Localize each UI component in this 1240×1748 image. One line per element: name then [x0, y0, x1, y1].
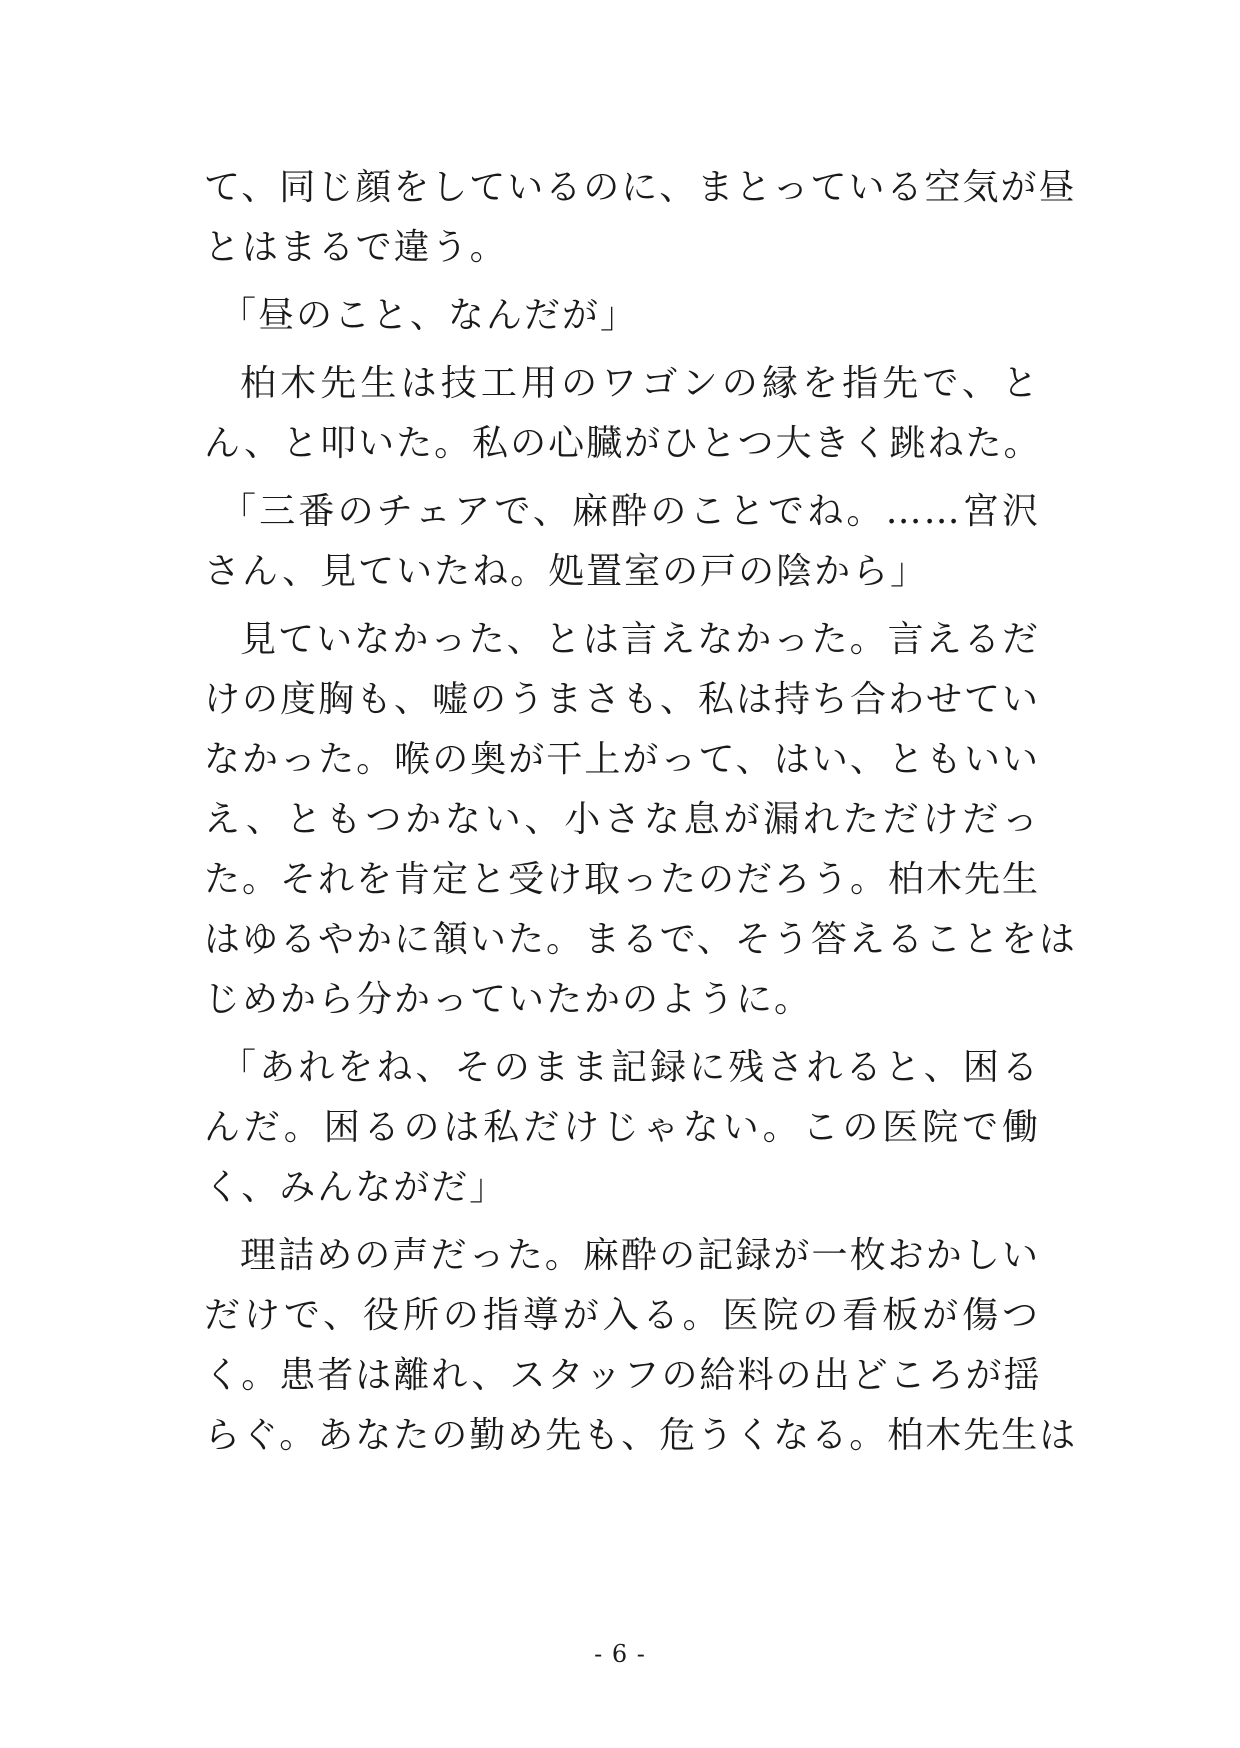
text-line: ん、と叩いた。私の心臓がひとつ大きく跳ねた。 [204, 423, 1042, 464]
paragraph-line: 理詰めの声だった。麻酔の記録が一枚おかしい [240, 1235, 1040, 1276]
paragraph-line: 柏木先生は技工用のワゴンの縁を指先で、と [240, 363, 1040, 404]
text-line: て、同じ顔をしているのに、まとっている空気が昼 [204, 167, 1077, 208]
text-line: はゆるやかに頷いた。まるで、そう答えることをは [204, 919, 1077, 960]
text-line: く。患者は離れ、スタッフの給料の出どころが揺 [204, 1355, 1042, 1396]
paragraph-line: 見ていなかった、とは言えなかった。言えるだ [240, 619, 1040, 660]
text-line: じめから分かっていたかのように。 [204, 979, 813, 1020]
dialogue-line: 「あれをね、そのまま記録に残されると、困る [220, 1047, 1040, 1088]
text-line: とはまるで違う。 [204, 227, 508, 268]
text-line: え、ともつかない、小さな息が漏れただけだっ [204, 799, 1040, 840]
page-number: - 6 - [594, 1640, 646, 1668]
dialogue-line: 「昼のこと、なんだが」 [220, 295, 639, 336]
text-line: らぐ。あなたの勤め先も、危うくなる。柏木先生は [204, 1415, 1078, 1456]
text-line: だけで、役所の指導が入る。医院の看板が傷つ [204, 1295, 1040, 1336]
text-line: けの度胸も、嘘のうまさも、私は持ち合わせてい [204, 679, 1041, 720]
body-text [204, 167, 1078, 1476]
text-line: た。それを肯定と受け取ったのだろう。柏木先生 [204, 859, 1041, 900]
dialogue-line: 「三番のチェアで、麻酔のことでね。……宮沢 [220, 491, 1040, 532]
text-line: く、みんながだ」 [204, 1167, 508, 1208]
text-line: んだ。困るのは私だけじゃない。この医院で働 [204, 1107, 1040, 1148]
text-line: なかった。喉の奥が干上がって、はい、ともいい [204, 739, 1040, 780]
text-line: さん、見ていたね。処置室の戸の陰から」 [204, 551, 929, 592]
